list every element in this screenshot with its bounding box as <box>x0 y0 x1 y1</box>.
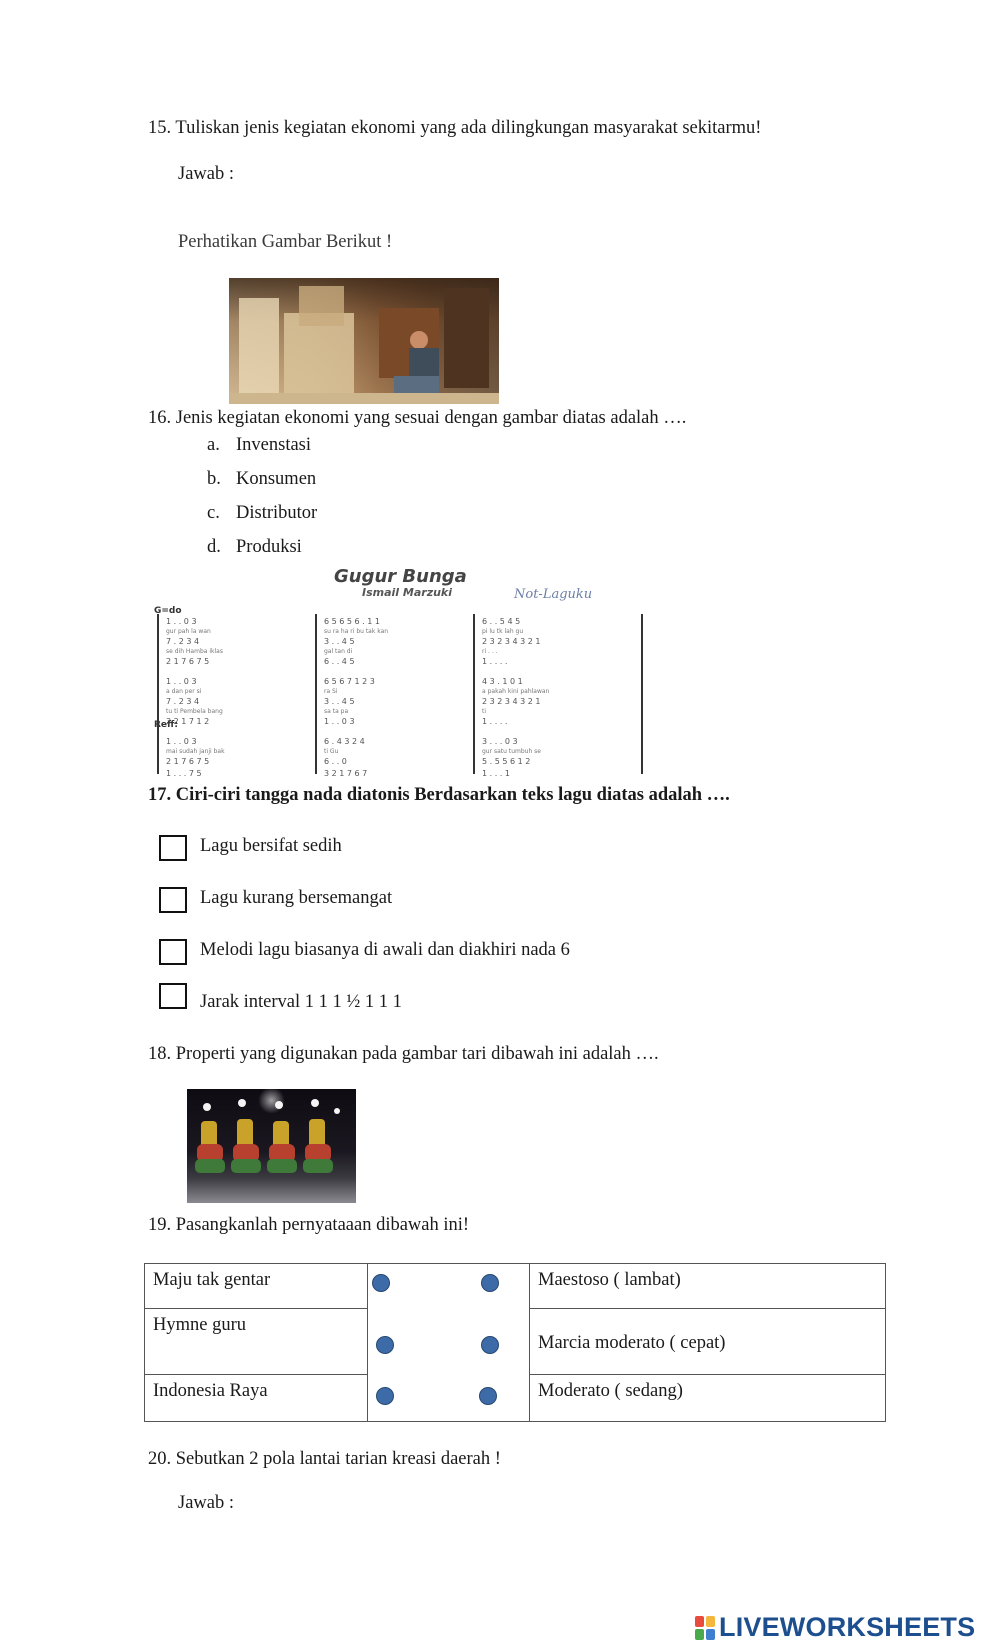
match-left-1: Maju tak gentar <box>145 1264 368 1309</box>
svg-text:gal tan di: gal tan di <box>324 648 353 655</box>
match-right-3: Moderato ( sedang) <box>530 1375 886 1422</box>
option-text[interactable]: Konsumen <box>236 469 317 489</box>
svg-text:gur satu tumbuh se: gur satu tumbuh se <box>482 748 541 755</box>
svg-text:1 . . 0 3: 1 . . 0 3 <box>166 617 197 626</box>
option-letter: d. <box>207 537 221 557</box>
checkbox-option-1[interactable] <box>159 835 187 861</box>
logo-blocks-icon <box>695 1616 715 1640</box>
match-dot-right-2[interactable] <box>481 1336 499 1354</box>
liveworksheets-logo <box>695 1612 975 1643</box>
svg-text:1 . . . .: 1 . . . . <box>482 657 508 666</box>
checkbox-option-3[interactable] <box>159 939 187 965</box>
option-letter: c. <box>207 503 220 523</box>
option-text[interactable]: Produksi <box>236 537 302 557</box>
svg-text:1 . . 0 3: 1 . . 0 3 <box>166 677 197 686</box>
svg-text:sa ta pa: sa ta pa <box>324 708 349 715</box>
score-reff: Reff: <box>154 720 178 730</box>
svg-text:a pakah kini pahlawan: a pakah kini pahlawan <box>482 688 550 695</box>
answer-label-20: Jawab : <box>178 1493 234 1513</box>
score-notation <box>152 566 648 778</box>
svg-text:3 . . 4 5: 3 . . 4 5 <box>324 697 355 706</box>
svg-text:3 . . 4 5: 3 . . 4 5 <box>324 637 355 646</box>
svg-text:1 . . . 1: 1 . . . 1 <box>482 769 510 778</box>
svg-text:3 2 1 7 6 7: 3 2 1 7 6 7 <box>324 769 368 778</box>
answer-label-15: Jawab : <box>178 164 234 184</box>
svg-text:6 . . 5 4 5: 6 . . 5 4 5 <box>482 617 521 626</box>
furniture-illustration <box>229 278 499 404</box>
svg-text:ra Si: ra Si <box>324 688 338 695</box>
svg-text:4 3 . 1 0 1: 4 3 . 1 0 1 <box>482 677 523 686</box>
svg-text:pi lu tk lah gu: pi lu tk lah gu <box>482 628 524 635</box>
dancers-illustration <box>187 1089 356 1203</box>
question-16: 16. Jenis kegiatan ekonomi yang sesuai dengan gambar diatas adalah …. <box>148 408 687 428</box>
svg-text:se dih Hamba iklas: se dih Hamba iklas <box>166 648 223 655</box>
score-composer: Ismail Marzuki <box>362 586 453 599</box>
svg-text:6 . . 0: 6 . . 0 <box>324 757 347 766</box>
svg-text:6 5 6 7 1 2 3: 6 5 6 7 1 2 3 <box>324 677 375 686</box>
checkbox-option-4[interactable] <box>159 983 187 1009</box>
svg-text:a dan per si: a dan per si <box>166 688 202 695</box>
match-dot-left-3[interactable] <box>376 1387 394 1405</box>
score-brand: Not-Laguku <box>514 587 593 602</box>
svg-text:1 . . 0 3: 1 . . 0 3 <box>324 717 355 726</box>
furniture-workshop-image <box>229 278 499 404</box>
svg-text:gur pah la wan: gur pah la wan <box>166 628 211 635</box>
svg-text:7 . 2 3 4: 7 . 2 3 4 <box>166 697 200 706</box>
logo-text: LIVEWORKSHEETS <box>719 1612 976 1642</box>
svg-text:5 . 5 5 6 1 2: 5 . 5 5 6 1 2 <box>482 757 531 766</box>
svg-text:su ra ha ri bu tak kan: su ra ha ri bu tak kan <box>324 628 389 635</box>
q17-option-3: Melodi lagu biasanya di awali dan diakhiri nada 6 <box>200 940 570 960</box>
q17-option-2: Lagu kurang bersemangat <box>200 888 393 908</box>
svg-text:1 . . . 7 5: 1 . . . 7 5 <box>166 769 202 778</box>
score-key: G=do <box>154 606 182 616</box>
match-dot-right-3[interactable] <box>479 1387 497 1405</box>
svg-text:6 . 4 3 2 4: 6 . 4 3 2 4 <box>324 737 365 746</box>
svg-text:ri . . .: ri . . . <box>482 648 498 655</box>
matching-table <box>144 1263 886 1422</box>
instruction-text: Perhatikan Gambar Berikut ! <box>178 232 393 252</box>
svg-text:2 3 2 3 4 3 2 1: 2 3 2 3 4 3 2 1 <box>482 697 541 706</box>
question-20: 20. Sebutkan 2 pola lantai tarian kreasi daerah ! <box>148 1449 501 1469</box>
question-15: 15. Tuliskan jenis kegiatan ekonomi yang ada dilingkungan masyarakat sekitarmu! <box>148 118 762 138</box>
option-text[interactable]: Distributor <box>236 503 318 523</box>
svg-text:3 2 1 7 1 2: 3 2 1 7 1 2 <box>166 717 210 726</box>
option-letter: b. <box>207 469 221 489</box>
match-left-3: Indonesia Raya <box>145 1375 368 1422</box>
match-right-2: Marcia moderato ( cepat) <box>530 1309 886 1375</box>
checkbox-option-2[interactable] <box>159 887 187 913</box>
song-score-image <box>152 566 648 778</box>
option-text[interactable]: Invenstasi <box>236 435 312 455</box>
svg-text:ti Gu: ti Gu <box>324 748 339 755</box>
q17-option-4: Jarak interval 1 1 1 ½ 1 1 1 <box>200 992 402 1012</box>
question-18: 18. Properti yang digunakan pada gambar tari dibawah ini adalah …. <box>148 1044 659 1064</box>
option-letter: a. <box>207 435 220 455</box>
svg-text:1 . . 0 3: 1 . . 0 3 <box>166 737 197 746</box>
svg-text:1 . . . .: 1 . . . . <box>482 717 508 726</box>
svg-text:6 . . 4 5: 6 . . 4 5 <box>324 657 355 666</box>
svg-text:7 . 2 3 4: 7 . 2 3 4 <box>166 637 200 646</box>
question-19: 19. Pasangkanlah pernyataaan dibawah ini! <box>148 1215 470 1235</box>
match-left-2: Hymne guru <box>145 1309 368 1375</box>
match-dot-right-1[interactable] <box>481 1274 499 1292</box>
question-17: 17. Ciri-ciri tangga nada diatonis Berdasarkan teks lagu diatas adalah …. <box>148 785 730 805</box>
svg-text:2 1 7 6 7 5: 2 1 7 6 7 5 <box>166 657 210 666</box>
svg-text:6 5 6 5 6 . 1 1: 6 5 6 5 6 . 1 1 <box>324 617 380 626</box>
svg-text:mai sudah janji bak: mai sudah janji bak <box>166 748 225 755</box>
q17-option-1: Lagu bersifat sedih <box>200 836 342 856</box>
svg-text:3 . . . 0 3: 3 . . . 0 3 <box>482 737 518 746</box>
dance-image <box>187 1089 356 1203</box>
svg-text:2 3 2 3 4 3 2 1: 2 3 2 3 4 3 2 1 <box>482 637 541 646</box>
score-title: Gugur Bunga <box>334 566 467 587</box>
match-right-1: Maestoso ( lambat) <box>530 1264 886 1309</box>
match-dot-left-2[interactable] <box>376 1336 394 1354</box>
svg-text:tu ti Pembela bang: tu ti Pembela bang <box>166 708 223 715</box>
match-dot-left-1[interactable] <box>372 1274 390 1292</box>
svg-text:ti: ti <box>482 708 487 715</box>
svg-text:2 1 7 6 7 5: 2 1 7 6 7 5 <box>166 757 210 766</box>
